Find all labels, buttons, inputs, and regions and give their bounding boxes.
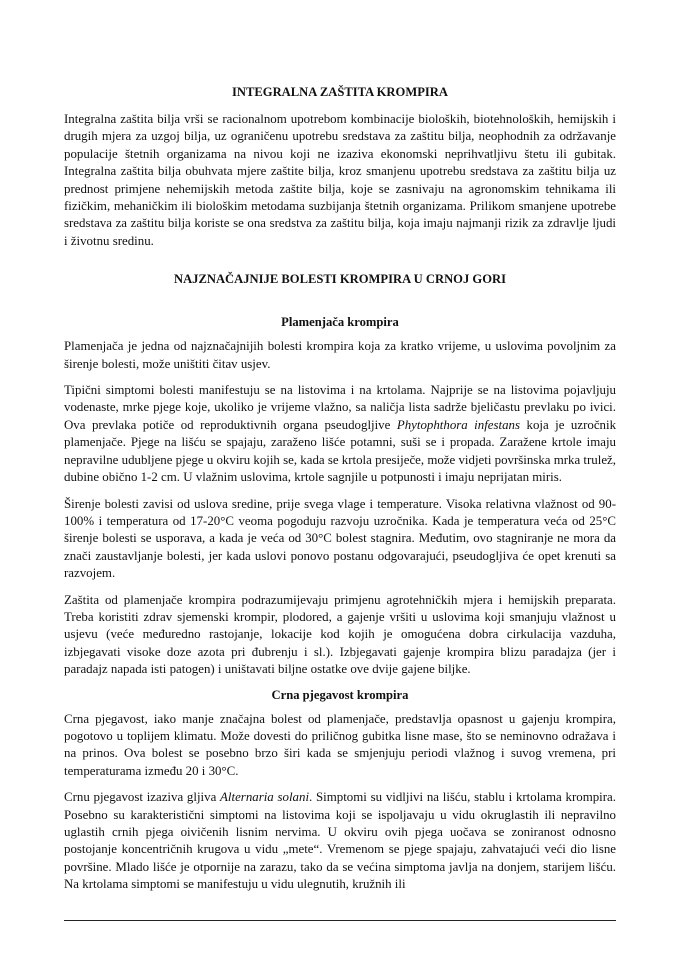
document-body bbox=[64, 85, 616, 903]
crna-p2-end: . Simptomi su vidljivi na lišću, stablu i krtolama krompira. Posebno su karakteristični simptomi na listovima koji se ispoljavaju u vidu okruglastih ili nepravilno uglastih crnih pjega oivičenih lisnim nervima. U okviru ovih pjega uočava se zoniranost odnosno postojanje koncentričnih krugova u vidu „mete“. Vremenom se pjege spajaju, zahvatajući veći dio lisne površine. Mlado lišće je otpornije na zarazu, tako da se većina simptoma javlja na donjem, starijem lišću. Na krtolama simptomi se manifestuju u vidu ulegnutih, kružnih ili bbox=[64, 790, 616, 892]
plamenjaca-paragraph-4: Zaštita od plamenjače krompira podrazumijevaju primjenu agrotehničkih mjera i hemijskih preparata. Treba koristiti zdrav sjemenski krompir, plodored, a gajenje vršiti u uslovima koji smanjuju vlažnost u usjevu (veće međuredno rastojanje, lokacije kod kojih je omogućena dobra cirkulacija vazduha, izbjegavati visoke doze azota pri đubrenju i sl.). Izbjegavati gajenje krompira blizu paradajza (jer i paradajz napada isti patogen) i uništavati biljne ostatke ove dvije gajene biljke. bbox=[64, 592, 616, 677]
plamenjaca-heading: Plamenjača krompira bbox=[281, 315, 399, 330]
crna-pjegavost-paragraph-1: Crna pjegavost, iako manje značajna bolest od plamenjače, predstavlja opasnost u gajenju krompira, pogotovo u toplijem klimatu. Može dovesti do priličnog gubitka lisne mase, što se neminovno odražava i na prinos. Ova bolest se posebno brzo širi kada se smjenjuju periodi vlažnog i suvog vremena, pri temperaturama između 20 i 30°C. bbox=[64, 711, 616, 778]
crna-p2-start: Crnu pjegavost izaziva gljiva bbox=[64, 790, 221, 805]
plamenjaca-p2-start: Tipični simptomi bolesti manifestuju se na listovima i na krtolama. Najprije se na listovima pojavljuju vodenaste, mrke pjege koje, ukoliko je vrijeme vlažno, sa naličja lista sadrže bjeličastu prevlaku po ivici. Ova prevlaka potiče od reproduktivnih organa pseudogljive bbox=[64, 383, 616, 432]
pathogen-name-phytophthora: Phytophthora infestans bbox=[396, 417, 521, 432]
section-title: NAJZNAČAJNIJE BOLESTI KROMPIRA U CRNOJ GORI bbox=[173, 272, 507, 287]
pathogen-name-alternaria: Alternaria solani bbox=[220, 790, 310, 805]
plamenjaca-paragraph-2 bbox=[64, 382, 616, 486]
document-title: INTEGRALNA ZAŠTITA KROMPIRA bbox=[232, 85, 448, 99]
crna-pjegavost-heading: Crna pjegavost krompira bbox=[271, 687, 409, 702]
intro-paragraph: Integralna zaštita bilja vrši se racionalnom upotrebom kombinacije bioloških, biotehnoloških, hemijskih i drugih mjera za uzgoj bilja, uz ograničenu upotrebu sredstava za zaštitu bilja, neophodnih za održavanje populacije štetnih organizama na nivou koji ne izaziva ekonomski neprihvatljivu štetu ili gubitak. Integralna zaštita bilja obuhvata mjere zaštite bilja, kroz smanjenu upotrebu sredstava za zaštitu bilja uz prednost primjene nehemijskih metoda zaštite bilja, koje se zasnivaju na agronomskim tehnikama ili fizičkim, mehaničkim ili biološkim metodama suzbijanja štetnih organizama. Prilikom smanjene upotrebe sredstava za zaštitu bilja koriste se ona sredstva za zaštitu bilja, koja imaju najmanji rizik za zdravlje ljudi i životnu sredinu. bbox=[64, 112, 616, 248]
footer-rule bbox=[64, 920, 616, 921]
plamenjaca-paragraph-1: Plamenjača je jedna od najznačajnijih bolesti krompira koja za kratko vrijeme, u uslovima povoljnim za širenje bolesti, može uništiti čitav usjev. bbox=[64, 339, 616, 371]
plamenjaca-paragraph-3: Širenje bolesti zavisi od uslova sredine, prije svega vlage i temperature. Visoka relativna vlažnost od 90-100% i temperatura od 17-20°C veoma pogoduju razvoju uzročnika. Kada je temperatura veća od 25°C širenje bolesti se usporava, a kada je veća od 30°C bolest stagnira. Međutim, ovo stagniranje ne mora da znači zaustavljanje bolesti, jer kada uslovi ponovo postanu odgovarajući, pseudogljiva će opet krenuti sa razvojem. bbox=[64, 496, 616, 581]
crna-pjegavost-paragraph-2 bbox=[64, 789, 616, 893]
plamenjaca-p2-end: koja je uzročnik plamenjače. Pjege na lišću se spajaju, zaraženo lišće potamni, suši se i propada. Zaražene krtole imaju nepravilne udubljene pjege u okviru kojih se, kada se krtola presiječe, može vidjeti površinska mrka trulež, dubine obično 1-2 cm. U vlažnim uslovima, krtole sagnjile u potpunosti i imaju neprijatan miris. bbox=[64, 417, 617, 485]
